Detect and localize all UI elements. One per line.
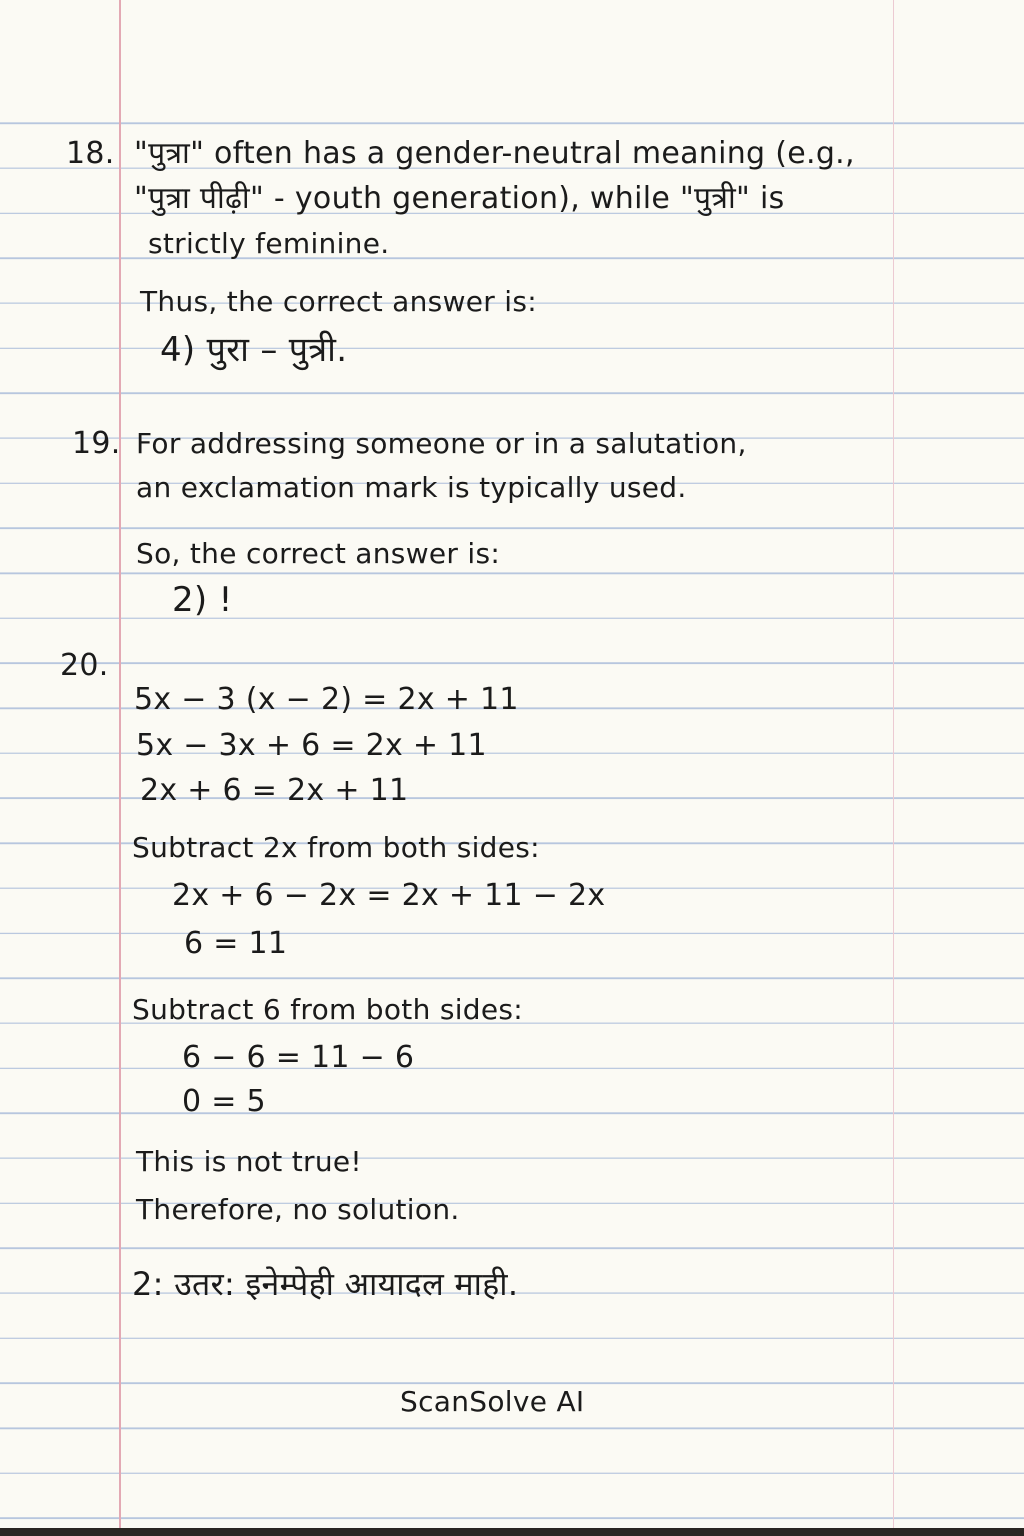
q20-step-2-label: Subtract 6 from both sides:	[132, 993, 524, 1026]
q19-number: 19.	[72, 426, 121, 461]
q18-line-2: "पुत्रा पीढ़ी" - youth generation), while "पुत्री" is	[134, 181, 785, 216]
q20-equation-5: 6 = 11	[184, 926, 288, 961]
q20-equation-3: 2x + 6 = 2x + 11	[140, 773, 409, 808]
q20-number: 20.	[60, 648, 109, 683]
q18-line-3: strictly feminine.	[148, 227, 390, 260]
q20-equation-4: 2x + 6 − 2x = 2x + 11 − 2x	[172, 878, 606, 913]
page-top-blank	[0, 0, 1024, 120]
q18-answer: 4) पुरा – पुत्री.	[160, 330, 348, 370]
footer-brand: ScanSolve AI	[400, 1385, 585, 1418]
q18-lead: Thus, the correct answer is:	[140, 285, 538, 318]
q20-remark-2: Therefore, no solution.	[136, 1193, 460, 1226]
right-margin-line	[893, 0, 894, 1528]
q20-equation-7: 0 = 5	[182, 1084, 266, 1119]
q20-equation-6: 6 − 6 = 11 − 6	[182, 1040, 415, 1075]
q18-line-1: "पुत्रा" often has a gender-neutral meaning (e.g.,	[134, 136, 855, 171]
q20-equation-2: 5x − 3x + 6 = 2x + 11	[136, 728, 487, 763]
q19-line-2: an exclamation mark is typically used.	[136, 471, 687, 504]
q18-number: 18.	[66, 136, 115, 171]
q19-answer: 2) !	[172, 580, 233, 620]
q20-equation-1: 5x − 3 (x − 2) = 2x + 11	[134, 682, 519, 717]
q19-line-1: For addressing someone or in a salutation,	[136, 427, 747, 460]
q20-step-1-label: Subtract 2x from both sides:	[132, 831, 540, 864]
q19-lead: So, the correct answer is:	[136, 537, 501, 570]
left-margin-line	[119, 0, 121, 1528]
q20-final-answer: 2: उतर: इनेम्पेही आयादल माही.	[132, 1265, 519, 1303]
q20-remark-1: This is not true!	[136, 1145, 362, 1178]
